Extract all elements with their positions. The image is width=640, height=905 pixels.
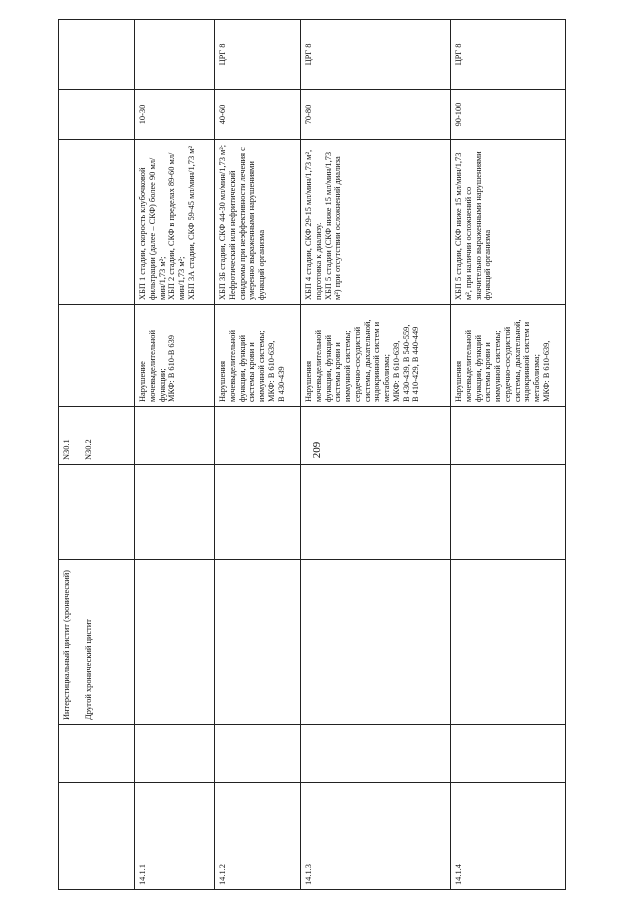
empty-cell	[135, 560, 215, 725]
row-id: 14.1.4	[451, 783, 566, 890]
header-diagnosis-interstitial: Интерстициальный цистит (хронический)	[62, 570, 71, 720]
table-row	[135, 20, 215, 890]
table-row	[215, 20, 301, 890]
page-number: 209	[311, 441, 323, 459]
severity-criteria: ХБП 4 стадии, СКФ 29-15 мл/мин/1,73 м², подготовка к диализу. ХБП 5 стадии (СКФ ниже 15 мл/мин/1,73 м²) при отсутствии осложнений диализа	[301, 140, 451, 305]
target-group: ЦРГ 8	[215, 20, 301, 90]
dysfunction-description: Нарушения мочевыделительной функции, функций системы крови и иммунной системы; сердечно-сосудистой системы, дыхательной, эндокринной систем и метаболизма; МКФ: В 610-639,	[451, 305, 566, 407]
severity-criteria: ХБП 5 стадии, СКФ ниже 15 мл/мин/1,73 м², при наличии осложнений со значительно выраженными нарушениями функций организма	[451, 140, 566, 305]
severity-criteria: ХБП 3Б стадии, СКФ 44-30 мл/мин/1,73 м²; Нефротический или нефритический синдромы при неэффективности лечения с умеренно выраженными нарушениями функций организма	[215, 140, 301, 305]
dysfunction-description: Нарушения мочевыделительной функции, функций системы крови и иммунной системы; сердечно-сосудистой системы, дыхательной, эндокринной систем и метаболизма; МКФ: В 610-639, В 430-439, В 540-559, В 410-429, В 440-449	[301, 305, 451, 407]
empty-cell	[135, 725, 215, 783]
header-cell-empty-6	[59, 305, 135, 407]
table-row	[301, 20, 451, 890]
percent-range: 70-80	[301, 90, 451, 140]
empty-cell	[301, 560, 451, 725]
empty-cell	[451, 407, 566, 465]
empty-cell	[135, 465, 215, 560]
empty-cell	[215, 725, 301, 783]
header-code-n30-2: N30.2	[83, 439, 93, 460]
empty-cell	[135, 407, 215, 465]
header-cell-icd-codes	[59, 407, 135, 465]
empty-cell	[451, 560, 566, 725]
row-id: 14.1.2	[215, 783, 301, 890]
table-row-header	[59, 20, 135, 890]
target-group: ЦРГ 8	[301, 20, 451, 90]
empty-cell	[301, 465, 451, 560]
header-diagnosis-other: Другой хронический цистит	[83, 619, 93, 720]
header-cell-diagnosis	[59, 560, 135, 725]
empty-cell	[451, 465, 566, 560]
header-cell-empty-9	[59, 20, 135, 90]
header-cell-empty-2	[59, 725, 135, 783]
severity-criteria: ХБП 1 стадии, скорость клубочковой фильтрации (далее – СКФ) более 90 мл/мин/1,73 м²; ХБП 2 стадии, СКФ в пределах 89-60 мл/мин/1,73 м²; ХБП 3А стадии, СКФ 59-45 мл/мин/1,73 м²	[135, 140, 215, 305]
empty-cell	[215, 560, 301, 725]
header-cell-empty-1	[59, 783, 135, 890]
row-id: 14.1.1	[135, 783, 215, 890]
percent-range: 90-100	[451, 90, 566, 140]
dysfunction-description: Нарушение мочевыделительной функции; МКФ: В 610-В 639	[135, 305, 215, 407]
empty-cell	[451, 725, 566, 783]
empty-cell	[301, 725, 451, 783]
header-code-n30-1: N30.1	[62, 439, 71, 460]
empty-cell	[215, 407, 301, 465]
disability-criteria-table	[58, 19, 566, 890]
document-table-area	[58, 20, 565, 890]
table-row	[451, 20, 566, 890]
percent-range: 10-30	[135, 90, 215, 140]
header-cell-empty-4	[59, 465, 135, 560]
empty-cell	[215, 465, 301, 560]
target-group: ЦРГ 8	[451, 20, 566, 90]
target-group	[135, 20, 215, 90]
row-id: 14.1.3	[301, 783, 451, 890]
percent-range: 40-60	[215, 90, 301, 140]
empty-cell	[301, 407, 451, 465]
dysfunction-description: Нарушения мочевыделительной функции, функций системы крови и иммунной системы; МКФ: В 610-639, В 430-439	[215, 305, 301, 407]
header-cell-empty-8	[59, 90, 135, 140]
header-cell-empty-7	[59, 140, 135, 305]
